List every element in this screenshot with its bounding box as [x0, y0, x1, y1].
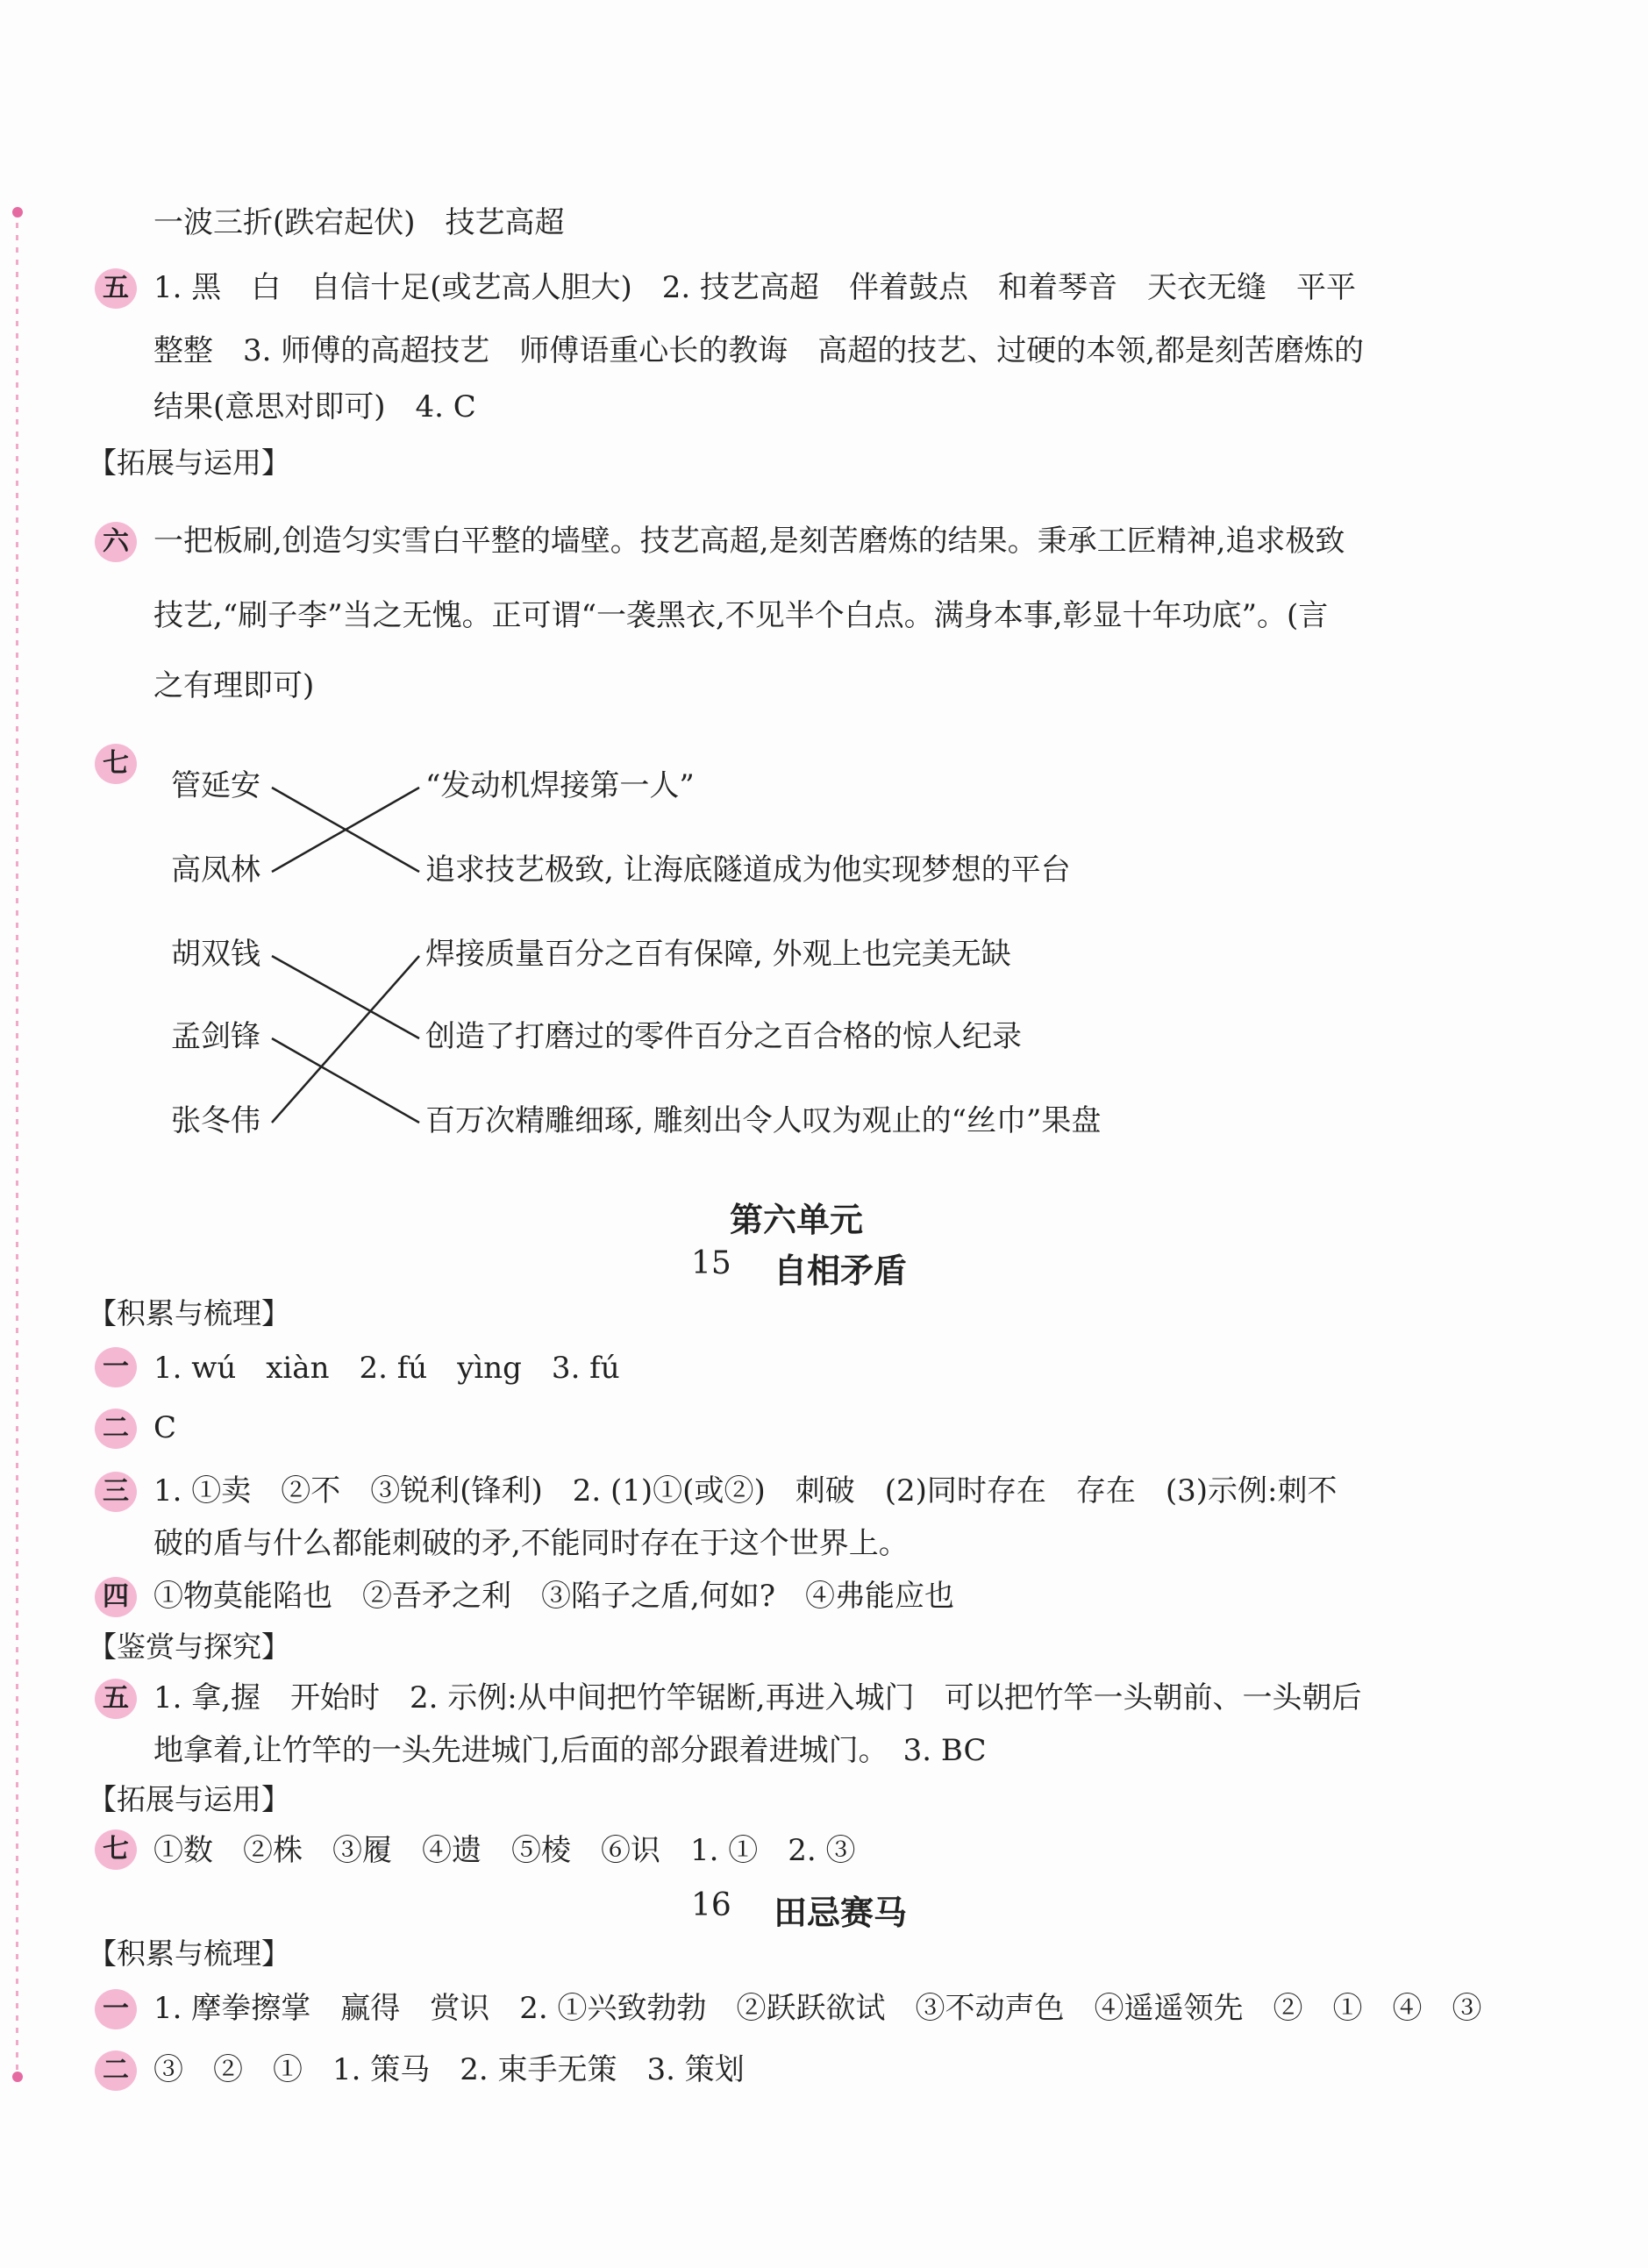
- question-badge: 三: [95, 1472, 137, 1512]
- answer-line: 1. 摩拳擦掌 赢得 赏识 2. ①兴致勃勃 ②跃跃欲试 ③不动声色 ④遥遥领先 ② ① ④ ③: [153, 1991, 1482, 2026]
- answer-line: 破的盾与什么都能刺破的矛,不能同时存在于这个世界上。: [153, 1526, 909, 1561]
- question-badge: 五: [95, 1679, 137, 1719]
- question-badge: 四: [95, 1577, 137, 1617]
- unit-title: 第六单元: [730, 1201, 864, 1239]
- match-right-item: 百万次精雕细琢, 雕刻出令人叹为观止的“丝巾”果盘: [425, 1103, 1102, 1138]
- answer-line: ①物莫能陷也 ②吾矛之利 ③陷子之盾,何如? ④弗能应也: [153, 1579, 955, 1614]
- match-right-item: 创造了打磨过的零件百分之百合格的惊人纪录: [425, 1019, 1022, 1054]
- lesson-title: 田忌赛马: [774, 1894, 908, 1932]
- match-left-item: 胡双钱: [171, 937, 260, 972]
- answer-line: ①数 ②株 ③履 ④遗 ⑤棱 ⑥识 1. ① 2. ③: [153, 1833, 856, 1868]
- section-heading: 【鉴赏与探究】: [88, 1630, 290, 1664]
- answer-line: C: [153, 1410, 177, 1445]
- answer-line: 一波三折(跌宕起伏) 技艺高超: [153, 205, 565, 240]
- answer-line: 整整 3. 师傅的高超技艺 师傅语重心长的教诲 高超的技艺、过硬的本领,都是刻苦磨炼的: [153, 333, 1365, 368]
- match-right-item: 焊接质量百分之百有保障, 外观上也完美无缺: [425, 937, 1011, 972]
- answer-line: 技艺,“刷子李”当之无愧。正可谓“一袭黑衣,不见半个白点。满身本事,彰显十年功底”。(言: [153, 598, 1329, 633]
- section-heading: 【积累与梳理】: [88, 1936, 290, 1971]
- question-badge: 五: [95, 268, 137, 309]
- match-right-item: “发动机焊接第一人”: [425, 768, 695, 803]
- question-badge: 二: [95, 2050, 137, 2091]
- answer-line: 之有理即可): [153, 668, 315, 703]
- question-badge: 一: [95, 1347, 137, 1387]
- match-line: [272, 1038, 419, 1123]
- answer-line: 1. ①卖 ②不 ③锐利(锋利) 2. (1)①(或②) 刺破 (2)同时存在 存在 (3)示例:刺不: [153, 1473, 1338, 1508]
- question-badge: 一: [95, 1989, 137, 2029]
- lesson-number: 15: [691, 1245, 731, 1281]
- answer-line: 1. 拿,握 开始时 2. 示例:从中间把竹竿锯断,再进入城门 可以把竹竿一头朝前、一头朝后: [153, 1680, 1362, 1715]
- lesson-title: 自相矛盾: [774, 1252, 908, 1290]
- match-left-item: 孟剑锋: [171, 1019, 260, 1054]
- match-line: [272, 956, 419, 1038]
- question-badge: 六: [95, 522, 137, 562]
- question-badge: 七: [95, 1829, 137, 1870]
- answer-line: 1. 黑 白 自信十足(或艺高人胆大) 2. 技艺高超 伴着鼓点 和着琴音 天衣无缝 平平: [153, 270, 1357, 305]
- lesson-number: 16: [691, 1887, 731, 1923]
- section-heading: 【拓展与运用】: [88, 446, 290, 480]
- match-left-item: 张冬伟: [171, 1103, 260, 1138]
- question-badge: 二: [95, 1409, 137, 1449]
- match-line: [272, 956, 419, 1123]
- match-right-item: 追求技艺极致, 让海底隧道成为他实现梦想的平台: [425, 852, 1071, 888]
- answer-line: 一把板刷,创造匀实雪白平整的墙壁。技艺高超,是刻苦磨炼的结果。秉承工匠精神,追求极致: [153, 524, 1345, 559]
- answer-line: 结果(意思对即可) 4. C: [153, 389, 476, 424]
- match-left-item: 高凤林: [171, 852, 260, 888]
- answer-line: 地拿着,让竹竿的一头先进城门,后面的部分跟着进城门。 3. BC: [153, 1733, 987, 1768]
- section-heading: 【积累与梳理】: [88, 1296, 290, 1330]
- answer-line: 1. wú xiàn 2. fú yìng 3. fú: [153, 1351, 620, 1386]
- section-heading: 【拓展与运用】: [88, 1782, 290, 1816]
- question-badge: 七: [95, 744, 137, 784]
- match-left-item: 管延安: [171, 768, 260, 803]
- answer-line: ③ ② ① 1. 策马 2. 束手无策 3. 策划: [153, 2052, 745, 2087]
